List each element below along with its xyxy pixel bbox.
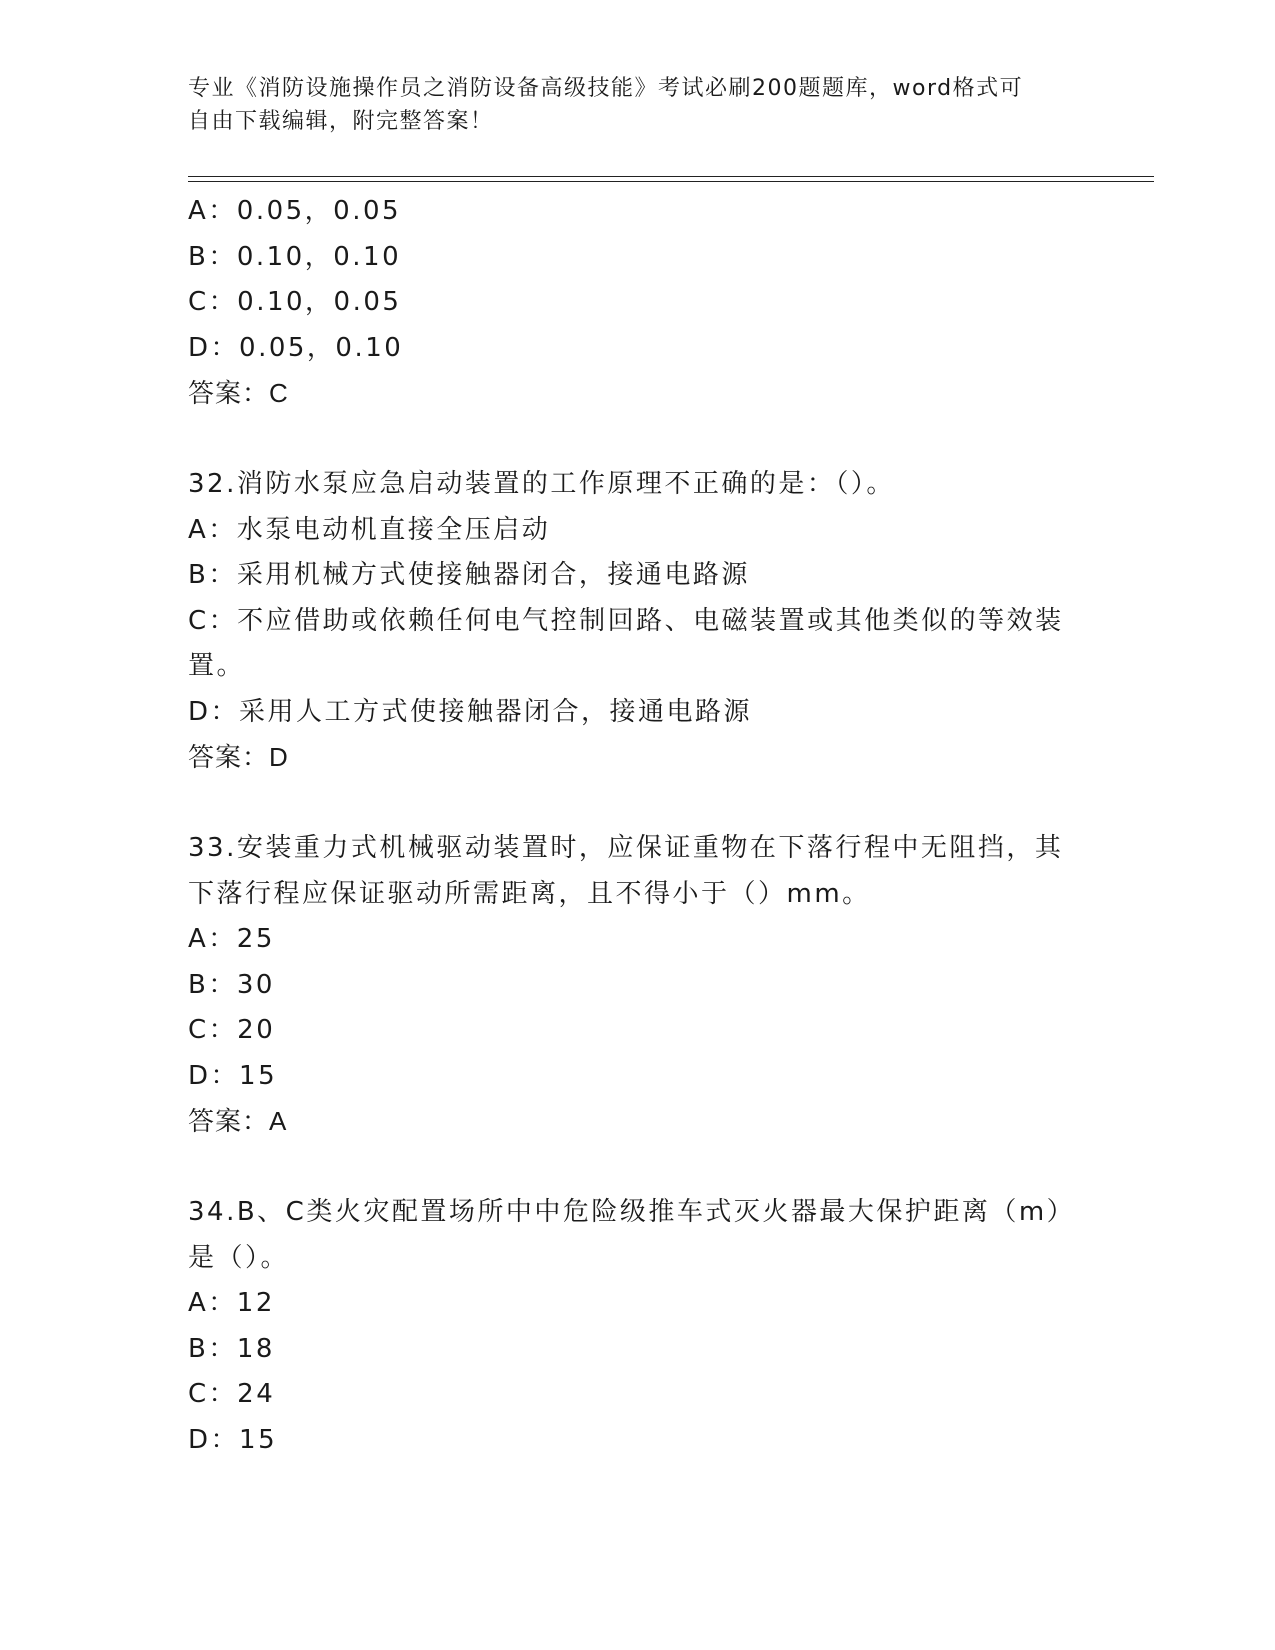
option-c-continued: 置。 bbox=[188, 651, 246, 681]
option-d: D：15 bbox=[188, 1060, 278, 1091]
spacer bbox=[188, 1145, 1088, 1191]
option-a: A：25 bbox=[188, 924, 275, 954]
header-divider-top bbox=[188, 176, 1154, 177]
question-list bbox=[188, 189, 1088, 1463]
answer-line: 答案：C bbox=[188, 378, 289, 408]
option-a: A：0.05，0.05 bbox=[188, 196, 402, 226]
question-stem: 33.安装重力式机械驱动装置时，应保证重物在下落行程中无阻挡，其 bbox=[188, 833, 1064, 863]
document-header bbox=[188, 72, 1068, 138]
answer-line: 答案：D bbox=[188, 742, 289, 772]
option-b: B：18 bbox=[188, 1333, 275, 1364]
question-stem: 34.B、C类火灾配置场所中中危险级推车式灭火器最大保护距离（m） bbox=[188, 1197, 1076, 1227]
option-c: C：0.10，0.05 bbox=[188, 287, 402, 317]
option-c: C：24 bbox=[188, 1379, 276, 1409]
option-c: C：20 bbox=[188, 1015, 276, 1045]
question-stem-continued: 下落行程应保证驱动所需距离，且不得小于（）mm。 bbox=[188, 878, 871, 909]
header-line-2: 自由下载编辑，附完整答案！ bbox=[188, 109, 494, 134]
question-32 bbox=[188, 462, 1088, 781]
option-b: B：采用机械方式使接触器闭合，接通电路源 bbox=[188, 560, 750, 590]
spacer bbox=[188, 417, 1088, 463]
option-d: D：采用人工方式使接触器闭合，接通电路源 bbox=[188, 696, 753, 727]
option-b: B：0.10，0.10 bbox=[188, 241, 402, 272]
question-31 bbox=[188, 189, 1088, 417]
question-34 bbox=[188, 1190, 1088, 1463]
question-stem-continued: 是（）。 bbox=[188, 1242, 290, 1273]
option-a: A：12 bbox=[188, 1288, 275, 1318]
option-c: C：不应借助或依赖任何电气控制回路、电磁装置或其他类似的等效装 bbox=[188, 605, 1064, 636]
header-line-1: 专业《消防设施操作员之消防设备高级技能》考试必刷200题题库，word格式可 bbox=[188, 76, 1024, 101]
option-d: D：0.05，0.10 bbox=[188, 332, 404, 363]
option-d: D：15 bbox=[188, 1424, 278, 1455]
spacer bbox=[188, 781, 1088, 827]
question-33 bbox=[188, 826, 1088, 1145]
question-stem: 32.消防水泵应急启动装置的工作原理不正确的是：（）。 bbox=[188, 469, 895, 499]
option-a: A：水泵电动机直接全压启动 bbox=[188, 514, 551, 545]
option-b: B：30 bbox=[188, 969, 275, 1000]
header-divider-bottom bbox=[188, 181, 1154, 182]
answer-line: 答案：A bbox=[188, 1106, 288, 1136]
